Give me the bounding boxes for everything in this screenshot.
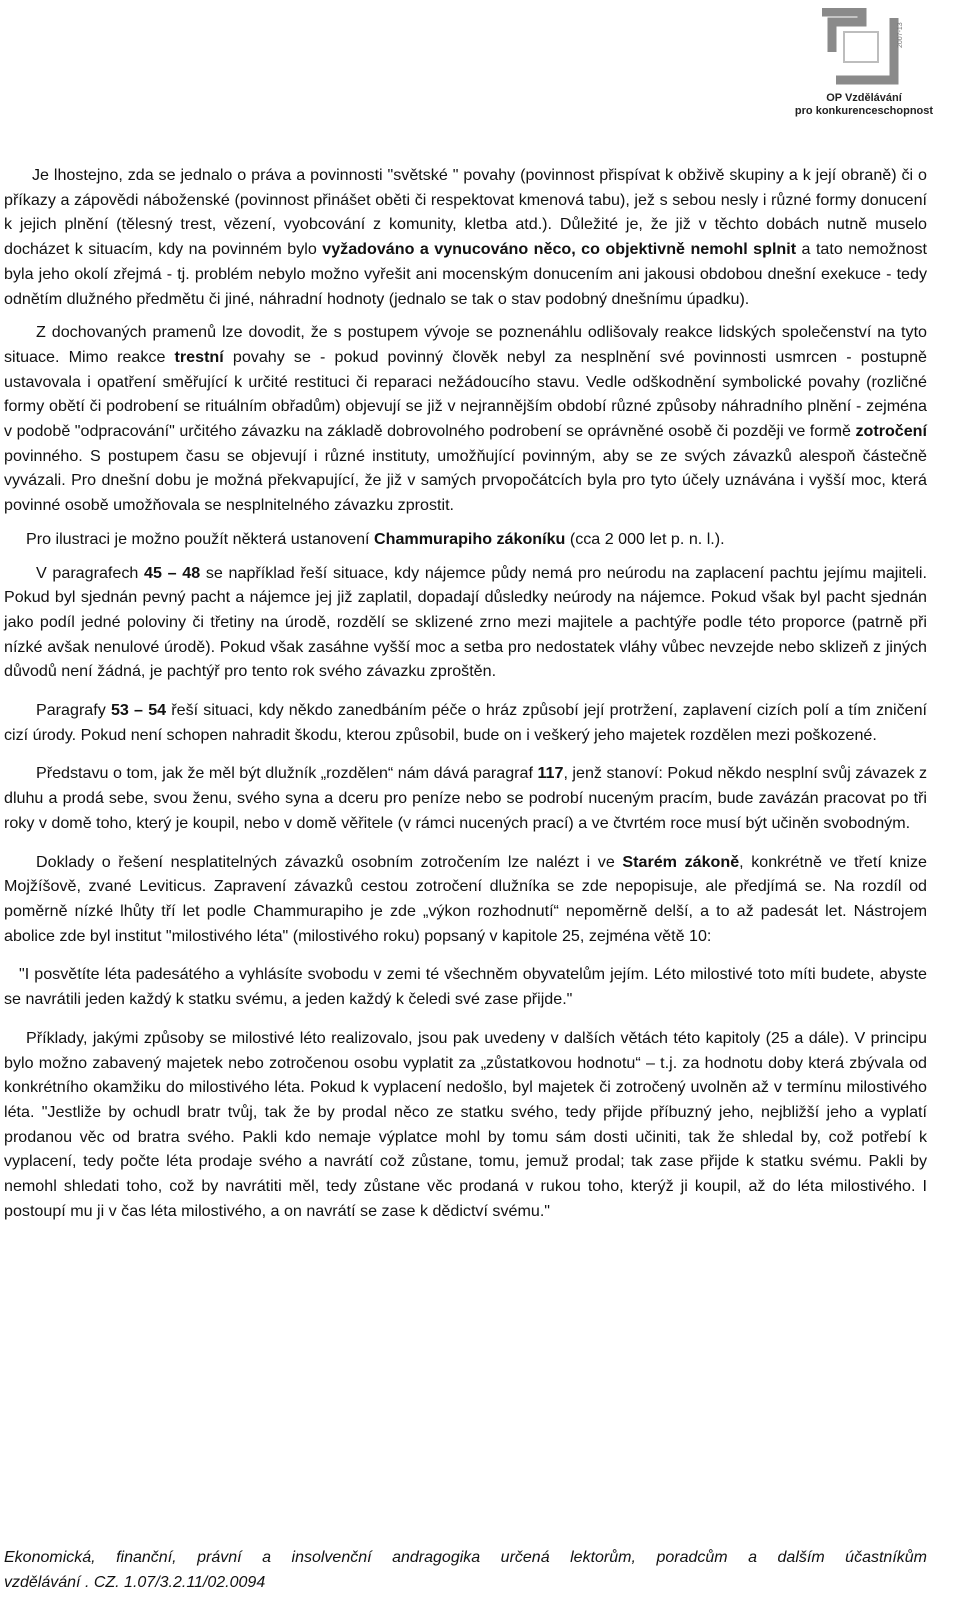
logo-line-1: OP Vzdělávání xyxy=(826,92,902,104)
bold-text: Chammurapiho zákoníku xyxy=(374,529,566,548)
paragraph-text: Je lhostejno, zda se jednalo o práva a povinnosti "světské " povahy (povinnost přispívat k obživě skupiny a k její obraně) či o příkazy a zápovědi náboženské (povinnost přinášet oběti či respektovat kmenová tabu), jež s sebou nesly i různé formy donucení k jejich plnění (tělesný trest, vězení, vyobcování z komunity, kletba atd.). Důležité je, že již v těchto dobách nutně muselo docházet k situacím, kdy na povinném bylo xyxy=(4,166,927,259)
paragraph-text: Z dochovaných pramenů lze dovodit, že s postupem vývoje se poznenáhlu odlišovaly reakce lidských společenství na tyto situace. Mimo reakce xyxy=(4,323,927,366)
bold-text: zotročení xyxy=(855,422,927,441)
paragraph-text: Paragrafy xyxy=(36,701,111,720)
paragraph-8-quote xyxy=(4,962,927,1011)
bold-text: 45 – 48 xyxy=(144,563,201,582)
paragraph-5 xyxy=(4,698,927,747)
bold-text: vyžadováno a vynucováno něco, co objektivně nemohl splnit xyxy=(322,240,797,259)
logo-text xyxy=(784,92,944,118)
paragraph-6 xyxy=(4,761,927,835)
paragraph-text: , jenž stanoví: Pokud někdo nesplní svůj závazek z dluhu a prodá sebe, svou ženu, svého syna a dceru pro peníze nebo se podrobí nuceným pracím, bude zavázán pracovat po tři roky v domě toho, který je koupil, nebo v domě věřitele (v rámci nucených prací) a ve čtvrtém roce musí být učiněn svobodným. xyxy=(4,764,927,832)
bold-text: 53 – 54 xyxy=(110,701,167,720)
bold-text: Starém zákoně xyxy=(622,852,740,871)
paragraph-text: "I posvětíte léta padesátého a vyhlásíte svobodu v zemi té všechněm obyvatelům jejím. Léto milostivé toto míti budete, abyste se navrátili jeden každý k statku svému, a jeden každý k čeledi své zase přijde." xyxy=(4,965,927,1009)
paragraph-text: povahy se - pokud povinný člověk nebyl za nesplnění své povinnosti usmrcen - postupně ustavovala i opatření směřující k určité restituci či reparaci nežádoucího stavu. Vedle odškodnění symbolické povahy (rozličné formy obětí či podrobení se rituálním obřadům) objevují se již v nejrannějším období různé způsoby náhradního plnění - zejména v podobě "odpracování" určitého závazku na základě dobrovolného podrobení se oprávněné osobě či později ve formě xyxy=(4,347,927,441)
footer-line-2: vzdělávání . CZ. 1.07/3.2.11/02.0094 xyxy=(4,1574,266,1591)
footer-line-1: Ekonomická, finanční, právní a insolvenční andragogika určená lektorům, poradcům a dalším účastníkům xyxy=(4,1549,927,1566)
paragraph-text: řeší situaci, kdy někdo zanedbáním péče o hráz způsobí její protržení, zaplavení cizích polí a tím zničení cizí úrody. Pokud není schopen nahradit škodu, kterou způsobil, bude on i veškerý jeho majetek rozdělen mezi poškozené. xyxy=(4,701,927,744)
logo-line-2: pro konkurenceschopnost xyxy=(794,105,934,117)
paragraph-1 xyxy=(4,163,927,311)
paragraph-text: Představu o tom, jak že měl být dlužník „rozdělen“ nám dává paragraf xyxy=(36,764,538,783)
paragraph-3 xyxy=(4,527,927,552)
paragraph-text: a tato nemožnost byla jeho okolí zřejmá - tj. problém nebylo možno vyřešit ani mocenským donucením ani jakousi obdobou dnešní exekuce - tedy odnětím dlužného předmětu či jiné, náhradní hodnoty (jednalo se tak o stav podobný dnešnímu úpadku). xyxy=(4,240,927,308)
document-body xyxy=(4,163,927,1223)
paragraph-text: se například řeší situace, kdy nájemce půdy nemá pro neúrodu na zaplacení pachtu jejímu majiteli. Pokud byl sjednán pevný pacht a nájemce jej již zaplatil, dopadají důsledky neúrody na nájemce. Pokud však byl pacht sjednán jako podíl jedné poloviny či třetiny na úrodě, rozdělí se sklizené zrno mezi majitele a pachtýře podle této proporce (patrně při nízké avšak nenulové úrodě). Pokud však zasáhne vyšší moc a setba pro nedostatek vláhy vůbec nevzejde nebo sklizeň z jiných důvodů není žádná, je pachtýř pro tento rok svého závazku zproštěn. xyxy=(4,563,927,681)
paragraph-9 xyxy=(4,1026,927,1224)
paragraph-text: (cca 2 000 let p. n. l.). xyxy=(565,529,725,548)
paragraph-text: Pro ilustraci je možno použít některá ustanovení xyxy=(26,529,374,548)
paragraph-text: povinného. S postupem času se objevují i různé instituty, umožňující povinným, aby se ze svých závazků alespoň částečně vyvázali. Pro dnešní dobu je možná překvapující, že již v samých prvopočátcích byla pro tyto účely uznávána i vyšší moc, která povinné osobě umožňovala se nesplnitelného závazku zprostit. xyxy=(4,446,927,515)
paragraph-7 xyxy=(4,850,927,949)
bold-text: trestní xyxy=(174,347,224,366)
op-vzdelavani-logo-icon xyxy=(814,8,914,88)
paragraph-text: Příklady, jakými způsoby se milostivé léto realizovalo, jsou pak uvedeny v dalších větách této kapitoly (25 a dále). V principu bylo možno zabavený majetek nebo zotročenou osobu vyplatit za „zůstatkovou hodnotu“ – t.j. za hodnotu doby která zbývala od konkrétního okamžiku do milostivého léta. Pokud k vyplacení nedošlo, byl majetek či zotročený uvolněn až v termínu milostivého léta. "Jestliže by ochudl bratr tvůj, tak že by prodal něco ze statku svého, tedy přijde příbuzný jeho, nejbližší jeho a vyplatí prodanou věc od bratra svého. Pakli kdo nemaje výplatce mohl by tomu sám dosti učiniti, tak že shledal by, což potřebí k vyplacení, tedy počte léta prodaje svého a navrátí což zůstane, tomu, jemuž prodal; tak zase přijde k statku svému. Pakli by nemohl shledati toho, což by navrátiti měl, tedy zůstane věc prodaná v rukou toho, kterýž ji koupil, až do léta milostivého. I postoupí mu ji v čas léta milostivého, a on navrátí se zase k dědictví svému." xyxy=(4,1028,927,1220)
paragraph-text: Doklady o řešení nesplatitelných závazků osobním zotročením lze nalézt i ve xyxy=(36,852,623,871)
paragraph-text: , konkrétně ve třetí knize Mojžíšově, zvané Leviticus. Zapravení závazků cestou zotročení dlužníka se zde nepopisuje, ale předjímá se. Na rozdíl od poměrně nízké lhůty tří let podle Chammurapiho je zde „výkon rozhodnutí“ nepoměrně delší, a to až padesát let. Nástrojem abolice zde byl institut "milostivého léta" (milostivého roku) popsaný v kapitole 25, zejména větě 10: xyxy=(4,852,927,945)
paragraph-text: V paragrafech xyxy=(36,563,145,582)
bold-text: 117 xyxy=(537,764,564,783)
page-footer xyxy=(4,1545,927,1595)
logo-mark-text: 2007-13 xyxy=(897,22,904,48)
paragraph-4 xyxy=(4,561,927,685)
paragraph-2 xyxy=(4,320,927,518)
op-vzdelavani-logo xyxy=(784,8,944,118)
